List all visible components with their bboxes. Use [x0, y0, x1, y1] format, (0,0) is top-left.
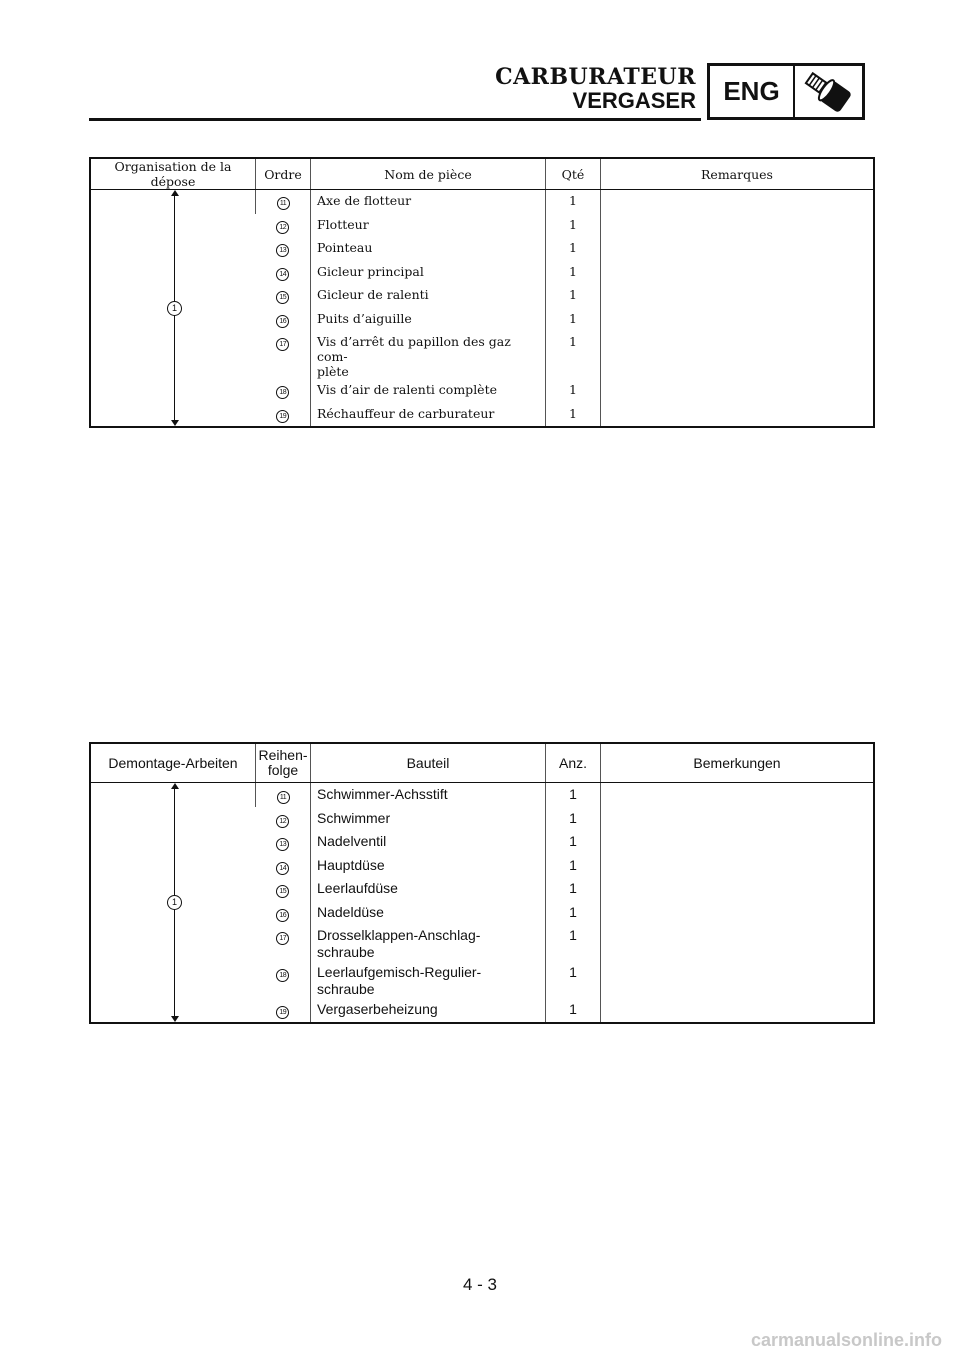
- col-header-qte: Anz.: [546, 743, 601, 783]
- order-number: 17: [276, 338, 289, 351]
- order-cell: [256, 308, 311, 332]
- order-number: 19: [276, 410, 289, 423]
- order-cell: [256, 998, 311, 1023]
- part-quantity: 1: [546, 237, 601, 261]
- order-cell: [256, 261, 311, 285]
- part-quantity: 1: [546, 998, 601, 1023]
- removal-group-cell: [90, 783, 256, 1023]
- order-number: 17: [276, 932, 289, 945]
- parts-table-fr-body: [90, 190, 874, 428]
- col-header-organisation: Organisation de la dépose: [90, 158, 256, 190]
- col-header-nom: Nom de pièce: [311, 158, 546, 190]
- col-header-remarques: Bemerkungen: [601, 743, 875, 783]
- header-rule: [89, 118, 701, 121]
- order-cell: [256, 190, 311, 214]
- part-name: Puits d’aiguille: [311, 308, 546, 332]
- order-cell: [256, 783, 311, 807]
- part-quantity: 1: [546, 830, 601, 854]
- order-number: 15: [276, 291, 289, 304]
- order-number: 18: [276, 386, 289, 399]
- col-header-remarques: Remarques: [601, 158, 875, 190]
- part-name: Flotteur: [311, 214, 546, 238]
- order-cell: [256, 284, 311, 308]
- part-name: Schwimmer-Achsstift: [311, 783, 546, 807]
- group-number: 1: [167, 301, 182, 316]
- part-quantity: 1: [546, 783, 601, 807]
- order-cell: [256, 237, 311, 261]
- order-cell: [256, 901, 311, 925]
- order-number: 12: [276, 815, 289, 828]
- order-number: 12: [276, 221, 289, 234]
- group-number: 1: [167, 895, 182, 910]
- order-number: 16: [276, 909, 289, 922]
- part-quantity: 1: [546, 961, 601, 998]
- part-quantity: 1: [546, 854, 601, 878]
- order-cell: [256, 854, 311, 878]
- table-row: [90, 190, 874, 214]
- col-header-ordre: Reihen- folge: [256, 743, 311, 783]
- part-name: Schwimmer: [311, 807, 546, 831]
- order-number: 13: [276, 244, 289, 257]
- order-cell: [256, 214, 311, 238]
- watermark: carmanualsonline.info: [750, 1330, 942, 1350]
- section-badge-label: ENG: [710, 66, 795, 117]
- part-quantity: 1: [546, 261, 601, 285]
- order-number: 11: [277, 791, 290, 804]
- order-cell: [256, 924, 311, 961]
- remarks-cell: [601, 190, 875, 428]
- part-name: Nadelventil: [311, 830, 546, 854]
- part-quantity: 1: [546, 308, 601, 332]
- order-number: 13: [276, 838, 289, 851]
- part-quantity: 1: [546, 379, 601, 403]
- order-number: 18: [276, 969, 289, 982]
- part-quantity: 1: [546, 807, 601, 831]
- parts-table-fr: [89, 157, 875, 428]
- remarks-cell: [601, 783, 875, 1023]
- removal-order-arrow: [91, 783, 255, 1022]
- order-cell: [256, 331, 311, 379]
- order-cell: [256, 961, 311, 998]
- col-header-ordre: Ordre: [256, 158, 311, 190]
- part-name: Gicleur principal: [311, 261, 546, 285]
- col-header-nom: Bauteil: [311, 743, 546, 783]
- part-quantity: 1: [546, 331, 601, 379]
- part-quantity: 1: [546, 284, 601, 308]
- order-number: 11: [277, 197, 290, 210]
- order-number: 16: [276, 315, 289, 328]
- parts-table-de: [89, 742, 875, 1024]
- part-name: Vis d’air de ralenti complète: [311, 379, 546, 403]
- part-name: Vergaserbeheizung: [311, 998, 546, 1023]
- order-cell: [256, 403, 311, 428]
- order-number: 15: [276, 885, 289, 898]
- part-name: Pointeau: [311, 237, 546, 261]
- part-name: Gicleur de ralenti: [311, 284, 546, 308]
- part-name: Leerlaufdüse: [311, 877, 546, 901]
- removal-order-arrow: [91, 190, 255, 426]
- order-number: 14: [276, 268, 289, 281]
- col-header-qte: Qté: [546, 158, 601, 190]
- section-badge: [707, 63, 865, 120]
- part-quantity: 1: [546, 901, 601, 925]
- order-cell: [256, 830, 311, 854]
- parts-table-de-body: [90, 783, 874, 1023]
- removal-group-cell: [90, 190, 256, 428]
- arrow-down-icon: [171, 420, 179, 426]
- part-quantity: 1: [546, 190, 601, 214]
- part-quantity: 1: [546, 214, 601, 238]
- part-name: Nadeldüse: [311, 901, 546, 925]
- order-number: 14: [276, 862, 289, 875]
- col-header-organisation: Demontage-Arbeiten: [90, 743, 256, 783]
- arrow-up-icon: [171, 783, 179, 789]
- part-name: Drosselklappen-Anschlag- schraube: [311, 924, 546, 961]
- part-quantity: 1: [546, 877, 601, 901]
- part-name: Hauptdüse: [311, 854, 546, 878]
- page-number: 4 - 3: [462, 1275, 498, 1294]
- order-cell: [256, 877, 311, 901]
- part-name: Axe de flotteur: [311, 190, 546, 214]
- part-quantity: 1: [546, 403, 601, 428]
- order-cell: [256, 807, 311, 831]
- arrow-up-icon: [171, 190, 179, 196]
- table-row: [90, 783, 874, 807]
- part-name: Réchauffeur de carburateur: [311, 403, 546, 428]
- part-quantity: 1: [546, 924, 601, 961]
- engine-bolt-icon: [795, 66, 862, 117]
- order-number: 19: [276, 1006, 289, 1019]
- section-title-fr: CARBURATEUR: [495, 64, 696, 90]
- part-name: Vis d’arrêt du papillon des gaz com- plète: [311, 331, 546, 379]
- arrow-down-icon: [171, 1016, 179, 1022]
- part-name: Leerlaufgemisch-Regulier- schraube: [311, 961, 546, 998]
- section-title-de: VERGASER: [572, 88, 696, 113]
- order-cell: [256, 379, 311, 403]
